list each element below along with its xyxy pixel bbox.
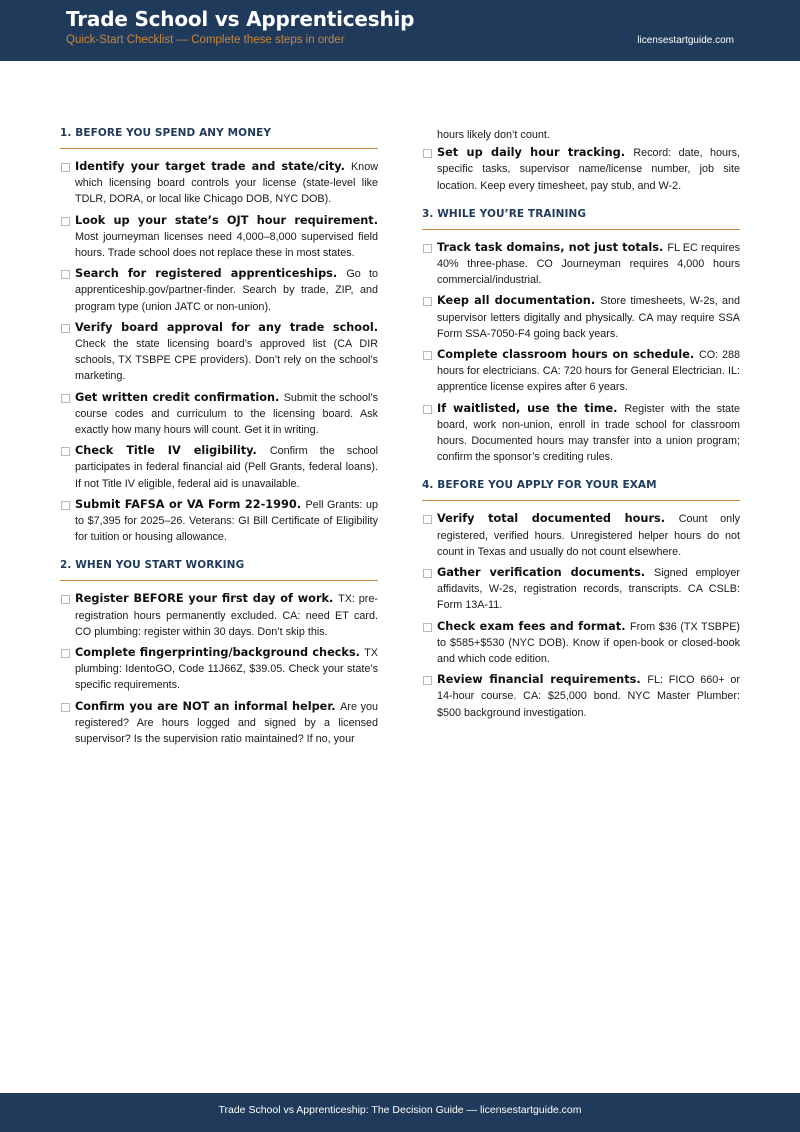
checklist-item	[422, 145, 740, 194]
checklist-item	[60, 390, 378, 439]
checklist-item	[60, 213, 378, 262]
checklist-item	[422, 565, 740, 614]
checklist-item	[60, 591, 378, 640]
item-body: Submit the school’s course codes and curriculum to the licensing board. Ask exactly how many hours will count. Get it in writing.	[75, 391, 378, 437]
item-lead: Check Title IV eligibility.	[75, 444, 270, 458]
checkbox[interactable]	[423, 676, 432, 685]
item-lead: Verify board approval for any trade school.	[75, 320, 378, 334]
right-column	[422, 127, 740, 735]
checklist-item	[422, 347, 740, 396]
page-subtitle: Quick-Start Checklist — Complete these steps in order	[66, 34, 345, 46]
item-lead: Verify total documented hours.	[437, 512, 679, 526]
item-body: Go to apprenticeship.gov/partner-finder. Search by trade, ZIP, and program type (union JATC or non-union).	[75, 268, 378, 313]
item-body: FL EC requires 40% three-phase. CO Journeyman requires 4,000 hours commercial/industrial.	[437, 241, 740, 287]
item-body: Store timesheets, W-2s, and supervisor letters digitally and physically. CA may require SSA Form SSA-7050-F4 going back years.	[437, 295, 740, 340]
section-before-exam	[422, 479, 740, 720]
checkbox[interactable]	[423, 569, 432, 578]
item-body: Signed employer affidavits, W-2s, registration records, transcripts. CA CSLB: Form 13A-11.	[437, 567, 740, 612]
item-lead: Identify your target trade and state/city.	[75, 160, 351, 173]
checkbox[interactable]	[61, 649, 70, 658]
item-lead: Gather verification documents.	[437, 566, 654, 580]
page-title: Trade School vs Apprenticeship	[66, 7, 415, 31]
section-heading: 1. BEFORE YOU SPEND ANY MONEY	[60, 127, 378, 149]
item-lead: Search for registered apprenticeships.	[75, 267, 347, 281]
section-start-working	[60, 559, 378, 747]
section-heading: 2. WHEN YOU START WORKING	[60, 559, 378, 581]
item-lead: Review financial requirements.	[437, 673, 648, 687]
checkbox[interactable]	[423, 244, 432, 253]
checklist-item	[60, 320, 378, 385]
item-body: FL: FICO 660+ or 14-hour course. CA: $25,000 bond. NYC Master Plumber: $500 background investigation.	[437, 674, 740, 719]
checkbox[interactable]	[61, 501, 70, 510]
checkbox[interactable]	[423, 515, 432, 524]
checklist-item	[422, 240, 740, 289]
checklist-item	[422, 619, 740, 668]
checklist-item	[422, 672, 740, 721]
item-body: Are you registered? Are hours logged and signed by a licensed supervisor? Is the supervision ratio maintained? If no, your	[75, 700, 378, 746]
checkbox[interactable]	[61, 394, 70, 403]
item-body: Pell Grants: up to $7,395 for 2025–26. Veterans: GI Bill Certificate of Eligibility for tuition or housing allowance.	[75, 498, 378, 544]
item-lead: Look up your state’s OJT hour requirement.	[75, 213, 378, 227]
checklist-item	[60, 159, 378, 208]
item-lead: Check exam fees and format.	[437, 619, 630, 633]
checklist-item	[60, 443, 378, 492]
footer-text: Trade School vs Apprenticeship: The Decision Guide — licensestartguide.com	[218, 1104, 582, 1116]
item-lead: Keep all documentation.	[437, 294, 601, 308]
checkbox[interactable]	[423, 351, 432, 360]
section-before-spending	[60, 127, 378, 545]
section-heading: 4. BEFORE YOU APPLY FOR YOUR EXAM	[422, 479, 740, 501]
left-column	[60, 127, 378, 761]
checklist-item	[422, 401, 740, 466]
item-lead: Track task domains, not just totals.	[437, 240, 668, 254]
item-body: TX: pre-registration hours permanently excluded. CA: need ET card. CO plumbing: register within 30 days. Don’t skip this.	[75, 593, 378, 638]
item-body: Confirm the school participates in federal financial aid (Pell Grants, federal loans). If not Title IV eligible, federal aid is unavailable.	[75, 445, 379, 490]
item-lead: Register BEFORE your first day of work.	[75, 592, 339, 606]
section-start-working-cont	[422, 145, 740, 194]
item-lead: Set up daily hour tracking.	[437, 146, 634, 160]
item-body: From $36 (TX TSBPE) to $585+$530 (NYC DOB). Know if open-book or closed-book and which code edition.	[437, 620, 740, 666]
item-continuation: hours likely don’t count.	[437, 129, 550, 141]
checkbox[interactable]	[423, 623, 432, 632]
item-lead: If waitlisted, use the time.	[437, 401, 625, 415]
item-body: Most journeyman licenses need 4,000–8,000 supervised field hours. Trade school does not replace these in most states.	[75, 230, 378, 260]
checkbox[interactable]	[423, 149, 432, 158]
page-footer	[0, 1093, 800, 1132]
item-body: TX plumbing: IdentoGO, Code 11J66Z, $39.05. Check your state’s specific requirements.	[75, 647, 378, 692]
checkbox[interactable]	[61, 595, 70, 604]
item-body: Record: date, hours, specific tasks, supervisor name/license number, job site location. Keep every timesheet, pay stub, and W-2.	[437, 147, 740, 192]
checkbox[interactable]	[423, 405, 432, 414]
checkbox[interactable]	[61, 447, 70, 456]
checklist-item	[60, 699, 378, 748]
item-lead: Submit FAFSA or VA Form 22-1990.	[75, 497, 306, 511]
checkbox[interactable]	[61, 217, 70, 226]
item-body: Register with the state board, work non-union, enroll in trade school for classroom hours. Documented hours may transfer into a union program; confirm the sponsor’s crediting rules.	[437, 402, 740, 464]
item-lead: Complete fingerprinting/background checks.	[75, 646, 365, 660]
item-lead: Get written credit confirmation.	[75, 390, 284, 404]
checkbox[interactable]	[61, 163, 70, 172]
checklist-item	[60, 266, 378, 315]
item-body: Know which licensing board controls your license (state-level like TDLR, DORA, or local like Chicago DOB, NYC DOB).	[75, 161, 378, 206]
checkbox[interactable]	[423, 297, 432, 306]
checkbox[interactable]	[61, 703, 70, 712]
section-heading: 3. WHILE YOU’RE TRAINING	[422, 208, 740, 230]
page-header	[0, 0, 800, 61]
item-body: Check the state licensing board’s approved list (CA DIR schools, TX TSBPE CPE providers). Don’t rely on the school’s marketing.	[75, 338, 378, 383]
section-while-training	[422, 208, 740, 466]
item-lead: Confirm you are NOT an informal helper.	[75, 699, 341, 713]
checklist-item	[60, 645, 378, 694]
item-body: Count only registered, verified hours. Unregistered helper hours do not count in Texas and usually do not count elsewhere.	[437, 513, 740, 558]
checklist-item	[60, 497, 378, 546]
checklist-item	[422, 293, 740, 342]
checklist-item	[422, 511, 740, 560]
checkbox[interactable]	[61, 270, 70, 279]
item-lead: Complete classroom hours on schedule.	[437, 348, 699, 362]
site-name: licensestartguide.com	[637, 35, 734, 46]
checkbox[interactable]	[61, 324, 70, 333]
item-body: CO: 288 hours for electricians. CA: 720 hours for General Electrician. IL: apprentice license expires after 6 years.	[437, 349, 740, 394]
